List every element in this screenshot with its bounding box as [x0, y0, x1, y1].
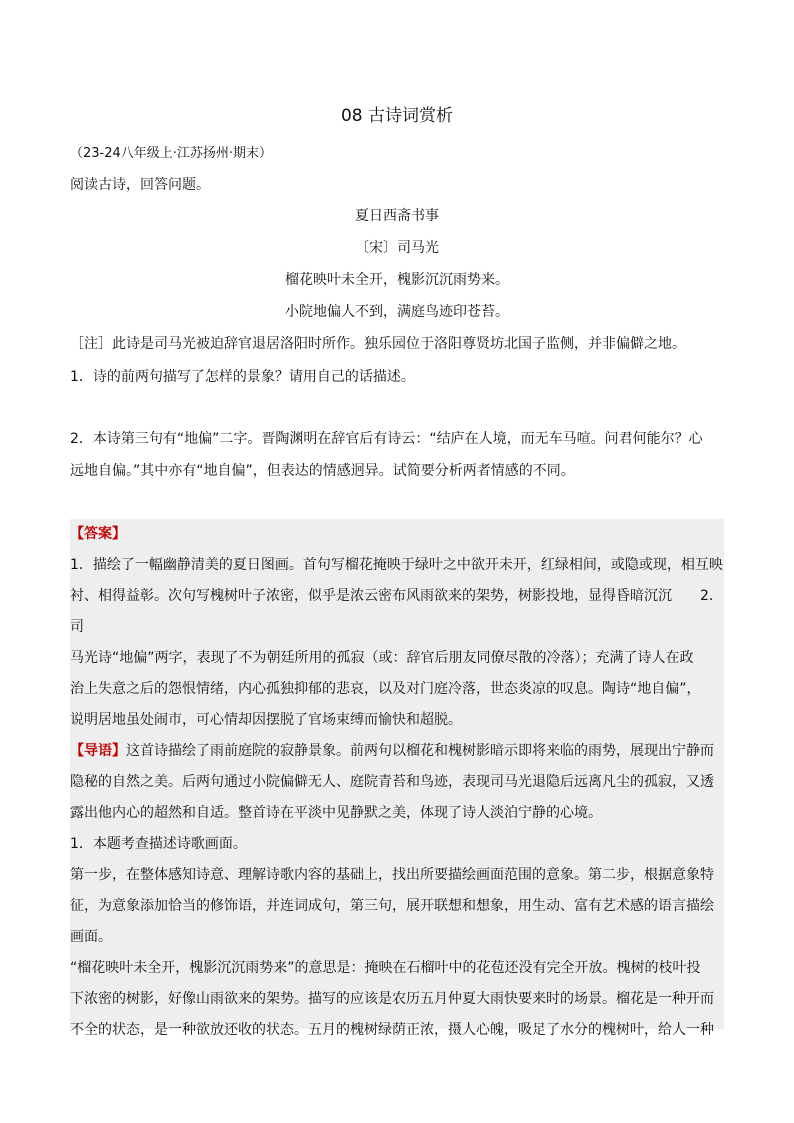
explain-line: “榴花映叶未全开，槐影沉沉雨势来”的意思是：掩映在石榴叶中的花苞还没有完全开放。槐树的枝叶投: [70, 960, 701, 976]
answer-line: 治上失意之后的怨恨情绪，内心孤独抑郁的悲哀，以及对门庭冷落，世态炎凉的叹息。陶诗“地自偏”，: [70, 681, 701, 697]
explain-line: 不全的状态，是一种欲放还收的状态。五月的槐树绿荫正浓，摄人心魄，吸足了水分的槐树叶，给人一种: [70, 1022, 714, 1038]
question-source: （23-24八年级上·江苏扬州·期末）: [70, 146, 273, 161]
question-2-line-2: 远地自偏。”其中亦有“地自偏”，但表达的情感迥异。试简要分析两者情感的不同。: [70, 463, 575, 479]
guide-line-first: [70, 736, 724, 767]
document-title: 08 古诗词赏析: [340, 106, 454, 126]
explain-line: 征，为意象添加恰当的修饰语，并连词成句，第三句，展开联想和想象，用生动、富有艺术感的语言描绘: [70, 898, 714, 914]
answer-line: 衬、相得益彰。次句写槐树叶子浓密，似乎是浓云密布风雨欲来的架势，树影投地，显得昏暗沉沉 2．司: [70, 588, 723, 635]
instruction-text: 阅读古诗，回答问题。: [70, 177, 210, 193]
question-1: 1．诗的前两句描写了怎样的景象？请用自己的话描述。: [70, 369, 415, 385]
poem-title: 夏日西斋书事: [355, 208, 439, 224]
guide-text: 这首诗描绘了雨前庭院的寂静景象。前两句以榴花和槐树影暗示即将来临的雨势，展现出宁静而: [126, 743, 714, 759]
answer-line: 马光诗“地偏”两字，表现了不为朝廷所用的孤寂（或：辞官后朋友同僚尽散的冷落）；充满了诗人在政: [70, 650, 694, 666]
poem-note: ［注］此诗是司马光被迫辞官退居洛阳时所作。独乐园位于洛阳尊贤坊北国子监侧，并非偏僻之地。: [70, 336, 686, 352]
poem-line-2: 小院地偏人不到，满庭鸟迹印苍苔。: [285, 304, 509, 320]
answer-line: 1．描绘了一幅幽静清美的夏日图画。首句写榴花掩映于绿叶之中欲开未开，红绿相间，或隐或现，相互映: [70, 557, 723, 573]
question-2-line-1: 2．本诗第三句有“地偏”二字。晋陶渊明在辞官后有诗云：“结庐在人境，而无车马喧。问君何能尔？心: [70, 431, 703, 447]
answer-tag: 【答案】: [70, 526, 126, 542]
guide-line: 隐秘的自然之美。后两句通过小院偏僻无人、庭院青苔和鸟迹，表现司马光退隐后远离凡尘的孤寂，又透: [70, 774, 714, 790]
poem-author: 〔宋〕司马光: [355, 240, 439, 256]
guide-tag: 【导语】: [70, 743, 126, 759]
answer-line: 说明居地虽处闹市，可心情却因摆脱了官场束缚而愉快和超脱。: [70, 712, 462, 728]
explain-line: 1．本题考查描述诗歌画面。: [70, 836, 247, 852]
explain-line: 下浓密的树影，好像山雨欲来的架势。描写的应该是农历五月仲夏大雨快要来时的场景。榴花是一种开而: [70, 991, 714, 1007]
explain-line: 画面。: [70, 929, 112, 945]
explain-line: 第一步，在整体感知诗意、理解诗歌内容的基础上，找出所要描绘画面范围的意象。第二步，根据意象特: [70, 867, 714, 883]
poem-line-1: 榴花映叶未全开，槐影沉沉雨势来。: [285, 272, 509, 288]
answer-section: [70, 519, 724, 1038]
guide-line: 露出他内心的超然和自适。整首诗在平淡中见静默之美，体现了诗人淡泊宁静的心境。: [70, 805, 602, 821]
